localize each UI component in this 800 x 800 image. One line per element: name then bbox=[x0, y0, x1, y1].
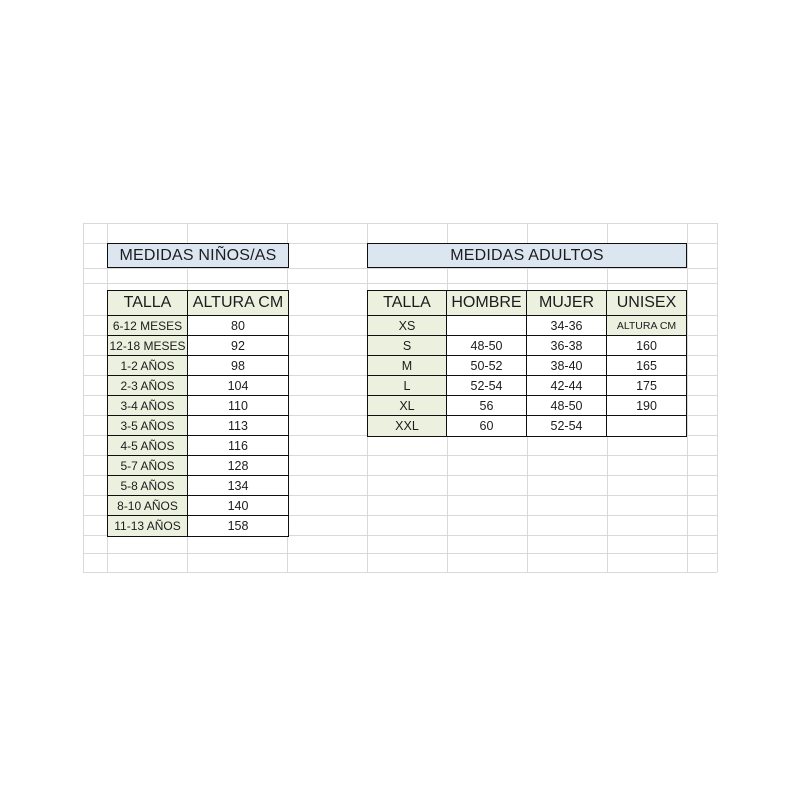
table-row bbox=[108, 436, 288, 456]
cell[interactable]: 158 bbox=[188, 516, 288, 536]
cell[interactable]: 116 bbox=[188, 436, 288, 456]
cell[interactable]: 2-3 AÑOS bbox=[108, 376, 188, 396]
cell[interactable]: 11-13 AÑOS bbox=[108, 516, 188, 536]
table-row bbox=[108, 516, 288, 536]
kids-size-table bbox=[107, 290, 289, 537]
table-row bbox=[108, 336, 288, 356]
cell[interactable]: 4-5 AÑOS bbox=[108, 436, 188, 456]
table-row bbox=[368, 376, 686, 396]
cell[interactable]: 52-54 bbox=[447, 376, 527, 396]
cell[interactable]: 140 bbox=[188, 496, 288, 516]
cell[interactable]: 3-4 AÑOS bbox=[108, 396, 188, 416]
gridline bbox=[83, 572, 717, 573]
cell[interactable]: 165 bbox=[607, 356, 686, 376]
cell[interactable]: 80 bbox=[188, 316, 288, 336]
cell[interactable]: 38-40 bbox=[527, 356, 607, 376]
cell[interactable]: 56 bbox=[447, 396, 527, 416]
cell[interactable]: 6-12 MESES bbox=[108, 316, 188, 336]
cell[interactable]: 110 bbox=[188, 396, 288, 416]
cell[interactable]: 5-8 AÑOS bbox=[108, 476, 188, 496]
cell[interactable]: XL bbox=[368, 396, 447, 416]
cell[interactable]: 12-18 MESES bbox=[108, 336, 188, 356]
table-row bbox=[108, 376, 288, 396]
header-cell[interactable]: HOMBRE bbox=[447, 291, 527, 316]
table-header-row bbox=[368, 291, 686, 316]
gridline bbox=[717, 223, 718, 572]
cell[interactable]: 104 bbox=[188, 376, 288, 396]
table-row bbox=[368, 336, 686, 356]
gridline bbox=[83, 283, 717, 284]
cell[interactable]: ALTURA CM bbox=[607, 316, 686, 336]
adults-table-title[interactable]: MEDIDAS ADULTOS bbox=[367, 243, 687, 268]
gridline bbox=[83, 268, 717, 269]
table-row bbox=[368, 396, 686, 416]
table-row bbox=[108, 396, 288, 416]
cell[interactable]: 48-50 bbox=[447, 336, 527, 356]
table-row bbox=[368, 356, 686, 376]
cell[interactable]: 190 bbox=[607, 396, 686, 416]
table-row bbox=[108, 416, 288, 436]
gridline bbox=[83, 223, 84, 572]
cell[interactable]: L bbox=[368, 376, 447, 396]
cell[interactable]: XS bbox=[368, 316, 447, 336]
table-row bbox=[108, 496, 288, 516]
cell[interactable]: XXL bbox=[368, 416, 447, 436]
cell[interactable]: 134 bbox=[188, 476, 288, 496]
cell[interactable]: 42-44 bbox=[527, 376, 607, 396]
cell[interactable]: 113 bbox=[188, 416, 288, 436]
cell[interactable]: 160 bbox=[607, 336, 686, 356]
gridline bbox=[687, 223, 688, 572]
cell[interactable]: 98 bbox=[188, 356, 288, 376]
table-header-row bbox=[108, 291, 288, 316]
gridline bbox=[83, 223, 717, 224]
cell[interactable]: 1-2 AÑOS bbox=[108, 356, 188, 376]
cell[interactable]: 36-38 bbox=[527, 336, 607, 356]
table-row bbox=[108, 316, 288, 336]
header-cell[interactable]: ALTURA CM bbox=[188, 291, 288, 316]
table-row bbox=[368, 316, 686, 336]
cell[interactable]: 5-7 AÑOS bbox=[108, 456, 188, 476]
header-cell[interactable]: UNISEX bbox=[607, 291, 686, 316]
header-cell[interactable]: MUJER bbox=[527, 291, 607, 316]
adults-size-table bbox=[367, 290, 687, 437]
cell[interactable]: 50-52 bbox=[447, 356, 527, 376]
kids-table-title[interactable]: MEDIDAS NIÑOS/AS bbox=[107, 243, 289, 268]
table-row bbox=[108, 356, 288, 376]
cell[interactable]: 52-54 bbox=[527, 416, 607, 436]
header-cell[interactable]: TALLA bbox=[368, 291, 447, 316]
cell[interactable]: 92 bbox=[188, 336, 288, 356]
cell[interactable]: 60 bbox=[447, 416, 527, 436]
cell[interactable]: M bbox=[368, 356, 447, 376]
cell[interactable]: 3-5 AÑOS bbox=[108, 416, 188, 436]
table-row bbox=[108, 476, 288, 496]
cell[interactable]: 175 bbox=[607, 376, 686, 396]
table-row bbox=[368, 416, 686, 436]
cell[interactable] bbox=[447, 316, 527, 336]
cell[interactable]: 34-36 bbox=[527, 316, 607, 336]
cell[interactable]: 128 bbox=[188, 456, 288, 476]
cell[interactable]: S bbox=[368, 336, 447, 356]
cell[interactable]: 8-10 AÑOS bbox=[108, 496, 188, 516]
header-cell[interactable]: TALLA bbox=[108, 291, 188, 316]
cell[interactable]: 48-50 bbox=[527, 396, 607, 416]
cell[interactable] bbox=[607, 416, 686, 436]
table-row bbox=[108, 456, 288, 476]
gridline bbox=[83, 553, 717, 554]
